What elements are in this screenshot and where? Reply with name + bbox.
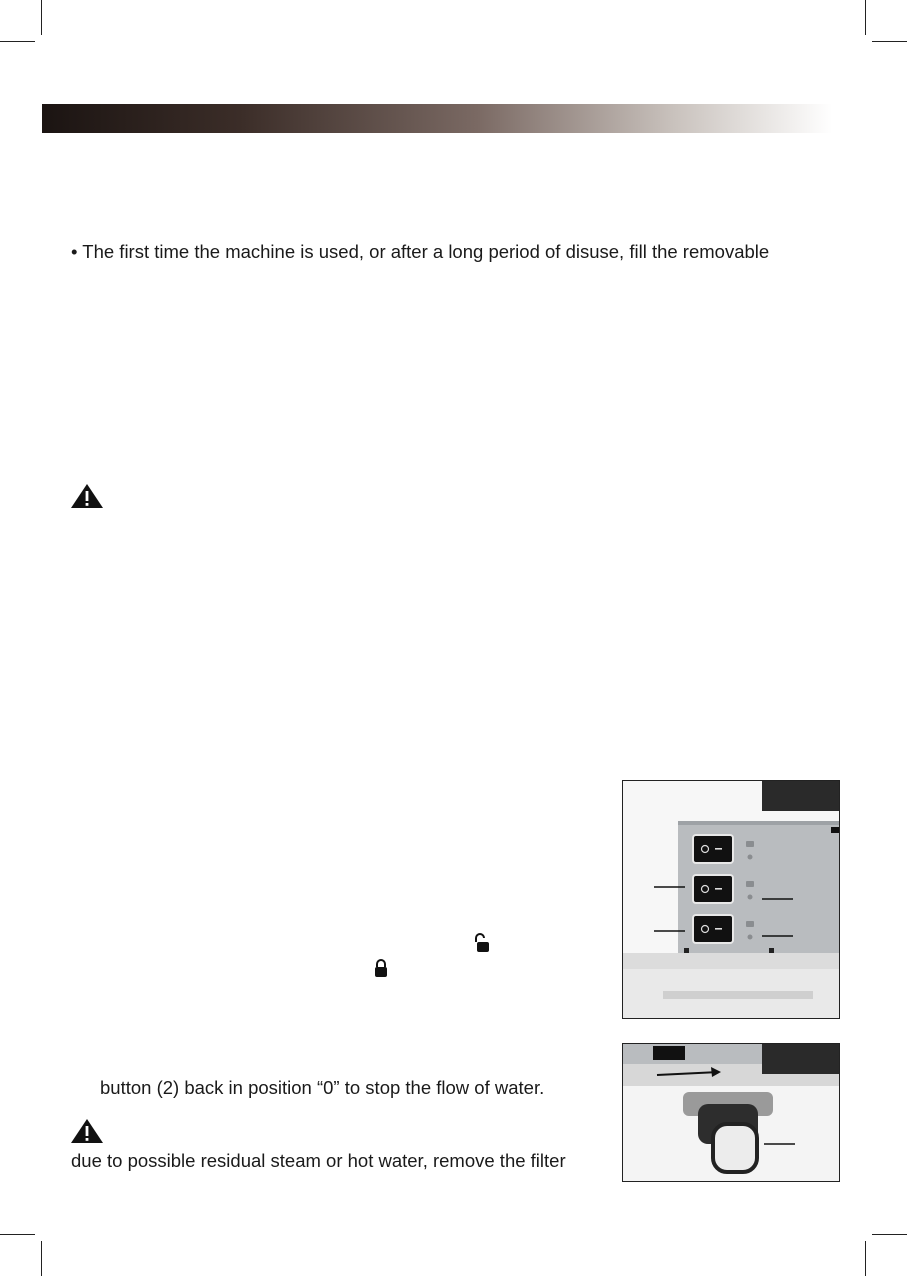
crop-mark-tl-h	[0, 41, 35, 42]
rocker-switches	[693, 835, 733, 943]
crop-mark-tr-v	[865, 0, 866, 35]
warning-triangle-icon	[70, 483, 104, 509]
crop-mark-br-v	[865, 1241, 866, 1276]
crop-mark-bl-v	[41, 1241, 42, 1276]
warning-triangle-icon	[70, 1118, 104, 1144]
lock-closed-icon	[373, 958, 389, 978]
crop-mark-bl-h	[0, 1234, 35, 1235]
flow-stop-instruction: button (2) back in position “0” to stop the flow of water.	[100, 1077, 545, 1098]
header-gradient-bar	[42, 104, 832, 133]
lock-open-icon	[472, 933, 490, 953]
intro-paragraph: • The first time the machine is used, or after a long period of disuse, fill the removable	[71, 241, 770, 262]
crop-mark-br-h	[872, 1234, 907, 1235]
control-panel-photo	[622, 780, 840, 1019]
figure-number-tag	[762, 1044, 839, 1074]
control-panel-illustration	[623, 781, 839, 1018]
residual-steam-warning: due to possible residual steam or hot water, remove the filter	[71, 1150, 566, 1171]
crop-mark-tr-h	[872, 41, 907, 42]
crop-mark-tl-v	[41, 0, 42, 35]
figure-number-tag	[762, 781, 839, 811]
portafilter-photo	[622, 1043, 840, 1182]
